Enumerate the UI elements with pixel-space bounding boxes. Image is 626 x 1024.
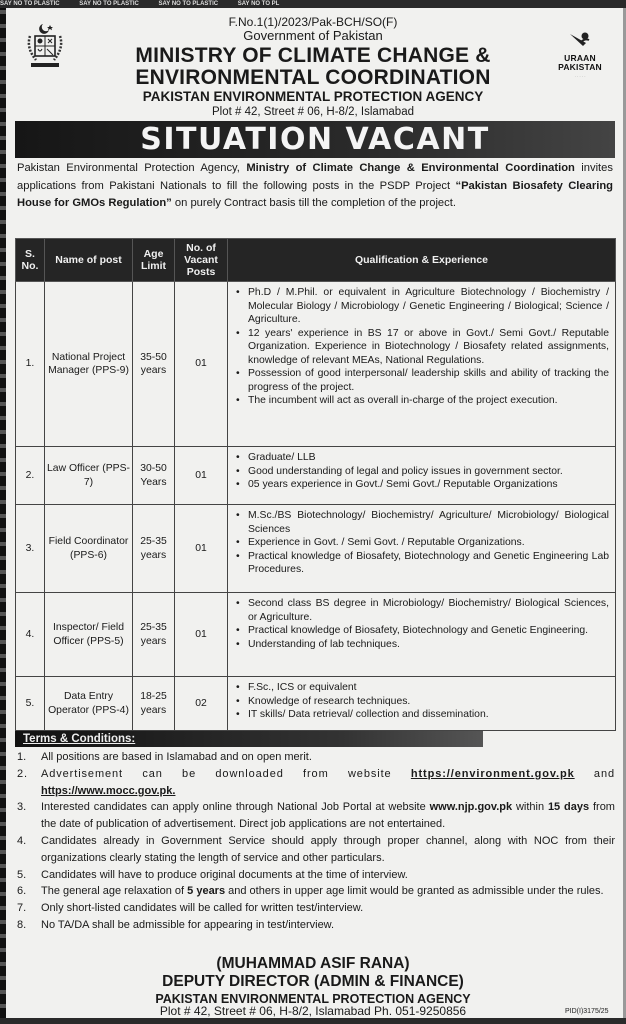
terms-item-text: The general age relaxation of (41, 885, 188, 898)
cell-qualification (228, 593, 616, 677)
terms-item-text: Only short-listed candidates will be called for written test/interview. (41, 902, 364, 915)
cell-age-limit: 30-50 Years (133, 447, 175, 505)
environment-website-link[interactable]: https://environment.gov.pk (410, 767, 575, 780)
qualification-item: • Possession of good interpersonal/ leadership skills and ability of tracking the progress of the project. (248, 367, 609, 394)
qualification-item: • Second class BS degree in Microbiology/ Biochemistry/ Biological Sciences, or Agriculture. (248, 597, 609, 624)
terms-item (17, 766, 615, 800)
qualification-item: • Practical knowledge of Biosafety, Biotechnology and Genetic Engineering. (248, 624, 609, 638)
table-row (16, 282, 616, 447)
intro-text: Pakistan Environmental Protection Agency, (17, 162, 247, 174)
table-row (16, 677, 616, 731)
qualification-item: • Understanding of lab techniques. (248, 638, 609, 652)
terms-item (17, 867, 615, 884)
cell-qualification (228, 505, 616, 593)
bottom-banner-strip (0, 1018, 626, 1024)
cell-age-limit: 25-35 years (133, 593, 175, 677)
terms-item-text: Candidates already in Government Service should apply through proper channel, along with NOC from their organizations clearly stating the length of service and other particulars. (41, 834, 615, 864)
signatory-address: Plot # 42, Street # 06, H-8/2, Islamabad Ph. 051-9250856 (159, 1004, 467, 1018)
cell-age-limit: 35-50 years (133, 282, 175, 447)
qualification-item: • M.Sc./BS Biotechnology/ Biochemistry/ Agriculture/ Microbiology/ Biological Sciences (248, 509, 609, 536)
terms-item-number: 5. (17, 868, 27, 881)
terms-item-number: 8. (17, 918, 27, 931)
posts-table (15, 238, 616, 731)
terms-item (17, 799, 615, 833)
intro-project-name: “Pakistan Biosafety Clearing House for GMOs Regulation” (17, 179, 613, 209)
cell-qualification (228, 447, 616, 505)
terms-item-text: All positions are based in Islamabad and on open merit. (41, 751, 312, 763)
terms-item-text: and others in upper age limit would be granted as admissible under the rules. (225, 885, 604, 898)
terms-item-number: 3. (17, 801, 27, 814)
qualification-item: • Ph.D / M.Phil. or equivalent in Agriculture Biotechnology / Biochemistry / Molecular Biology / Microbiology / Genetic Engineering / Biological; Science / Agriculture. (248, 286, 609, 327)
banner-item: SAY NO TO PLASTIC (0, 1, 60, 7)
banner-item: SAY NO TO PLASTIC (79, 1, 139, 7)
qualification-item: • 12 years' experience in BS 17 or above in Govt./ Semi Govt./ Reputable Organization. Experience in Biotechnology / Biosafety related assignments, knowledge of relevant MEAs, National Regulations. (248, 327, 609, 368)
signatory-designation: DEPUTY DIRECTOR (ADMIN & FINANCE) (162, 973, 464, 990)
qualification-item: • Practical knowledge of Biosafety, Biotechnology and Genetic Engineering Lab Procedures. (248, 550, 609, 577)
government-name: Government of Pakistan (243, 28, 383, 43)
terms-item-text: Advertisement can be downloaded from website (41, 767, 411, 780)
cell-vacant-posts: 01 (175, 447, 228, 505)
banner-item: SAY NO TO PL (237, 1, 280, 7)
terms-heading: Terms & Conditions: (15, 731, 483, 747)
header-age-limit: Age Limit (133, 239, 175, 282)
terms-item-number: 2. (17, 767, 28, 780)
qualification-item: • Experience in Govt. / Semi Govt. / Reputable Organizations. (248, 536, 609, 550)
terms-item-text: No TA/DA shall be admissible for appearing in test/interview. (41, 918, 335, 931)
intro-ministry: Ministry of Climate Change & Environmental Coordination (246, 162, 575, 174)
cell-age-limit: 25-35 years (133, 505, 175, 593)
ministry-name-line1: MINISTRY OF CLIMATE CHANGE & (135, 44, 491, 67)
cell-sno: 1. (16, 282, 45, 447)
qualification-item: • The incumbent will act as overall in-charge of the project execution. (248, 394, 609, 408)
uraan-logo-line1: URAAN (564, 53, 596, 63)
signatory-agency: PAKISTAN ENVIRONMENTAL PROTECTION AGENCY (155, 992, 471, 1006)
terms-item-text: Interested candidates can apply online through National Job Portal at website (41, 801, 430, 814)
qualification-item: • Good understanding of legal and policy issues in government sector. (248, 465, 609, 479)
cell-vacant-posts: 01 (175, 505, 228, 593)
terms-item (17, 833, 615, 867)
qualification-item: • Knowledge of research techniques. (248, 695, 609, 709)
ministry-name-line2: ENVIRONMENTAL COORDINATION (135, 66, 491, 89)
terms-item (17, 917, 615, 934)
cell-sno: 3. (16, 505, 45, 593)
intro-paragraph (17, 160, 613, 213)
qualification-item: • F.Sc., ICS or equivalent (248, 681, 609, 695)
agency-name: PAKISTAN ENVIRONMENTAL PROTECTION AGENCY (142, 89, 484, 104)
top-banner-strip (0, 0, 626, 8)
page-title: SITUATION VACANT (15, 121, 615, 158)
qualification-item: • Graduate/ LLB (248, 451, 609, 465)
table-row (16, 505, 616, 593)
banner-item: SAY NO TO PLASTIC (158, 1, 219, 7)
uraan-logo-line2: PAKISTAN (558, 62, 602, 72)
cell-vacant-posts: 02 (175, 677, 228, 731)
cell-age-limit: 18-25 years (133, 677, 175, 731)
agency-address: Plot # 42, Street # 06, H-8/2, Islamabad (211, 106, 414, 118)
page-edge-left (0, 0, 6, 1024)
signatory-name: (MUHAMMAD ASIF RANA) (216, 955, 410, 972)
table-row (16, 447, 616, 505)
cell-qualification (228, 282, 616, 447)
terms-item (17, 749, 615, 766)
file-number: F.No.1(1)/2023/Pak-BCH/SO(F) (228, 15, 398, 29)
table-row (16, 593, 616, 677)
header-vacant-posts: No. of Vacant Posts (175, 239, 228, 282)
uraan-logo-tagline: · · · · · (574, 74, 586, 79)
qualification-item: • IT skills/ Data retrieval/ collection and dissemination. (248, 708, 609, 722)
pid-number: PID(I)3175/25 (565, 1008, 609, 1015)
terms-item-number: 7. (17, 902, 27, 915)
terms-item-text: from the date of publication of advertisement. Direct job applications are not entertained. (41, 801, 615, 831)
cell-sno: 4. (16, 593, 45, 677)
cell-post-name: National Project Manager (PPS-9) (45, 282, 133, 447)
cell-post-name: Law Officer (PPS-7) (45, 447, 133, 505)
terms-item-text: within (512, 801, 548, 814)
terms-item-number: 6. (17, 885, 27, 898)
terms-item-text: and (574, 767, 615, 780)
terms-list (17, 749, 615, 934)
intro-text: on purely Contract basis till the completion of the project. (171, 197, 456, 209)
cell-sno: 5. (16, 677, 45, 731)
header-qualification: Qualification & Experience (228, 239, 616, 282)
cell-qualification (228, 677, 616, 731)
cell-vacant-posts: 01 (175, 593, 228, 677)
terms-item-number: 4. (17, 834, 27, 847)
header-sno: S. No. (16, 239, 45, 282)
cell-post-name: Inspector/ Field Officer (PPS-5) (45, 593, 133, 677)
cell-post-name: Data Entry Operator (PPS-4) (45, 677, 133, 731)
terms-item (17, 900, 615, 917)
terms-item-text: Candidates will have to produce original documents at the time of interview. (41, 868, 408, 881)
intro-text: invites applications from Pakistani Nationals to fill the following posts in the PSDP Project (17, 162, 613, 192)
terms-age-relaxation: 5 years (187, 885, 226, 898)
qualification-item: • 05 years experience in Govt./ Semi Govt./ Reputable Organizations (248, 478, 609, 492)
header-post-name: Name of post (45, 239, 133, 282)
cell-post-name: Field Coordinator (PPS-6) (45, 505, 133, 593)
cell-vacant-posts: 01 (175, 282, 228, 447)
mocc-website-link[interactable]: https://www.mocc.gov.pk. (41, 784, 176, 797)
terms-deadline: 15 days (547, 801, 590, 814)
cell-sno: 2. (16, 447, 45, 505)
njp-website-link[interactable]: www.njp.gov.pk (429, 801, 513, 814)
terms-item-number: 1. (17, 751, 27, 763)
terms-item (17, 883, 615, 900)
table-header-row (16, 239, 616, 282)
